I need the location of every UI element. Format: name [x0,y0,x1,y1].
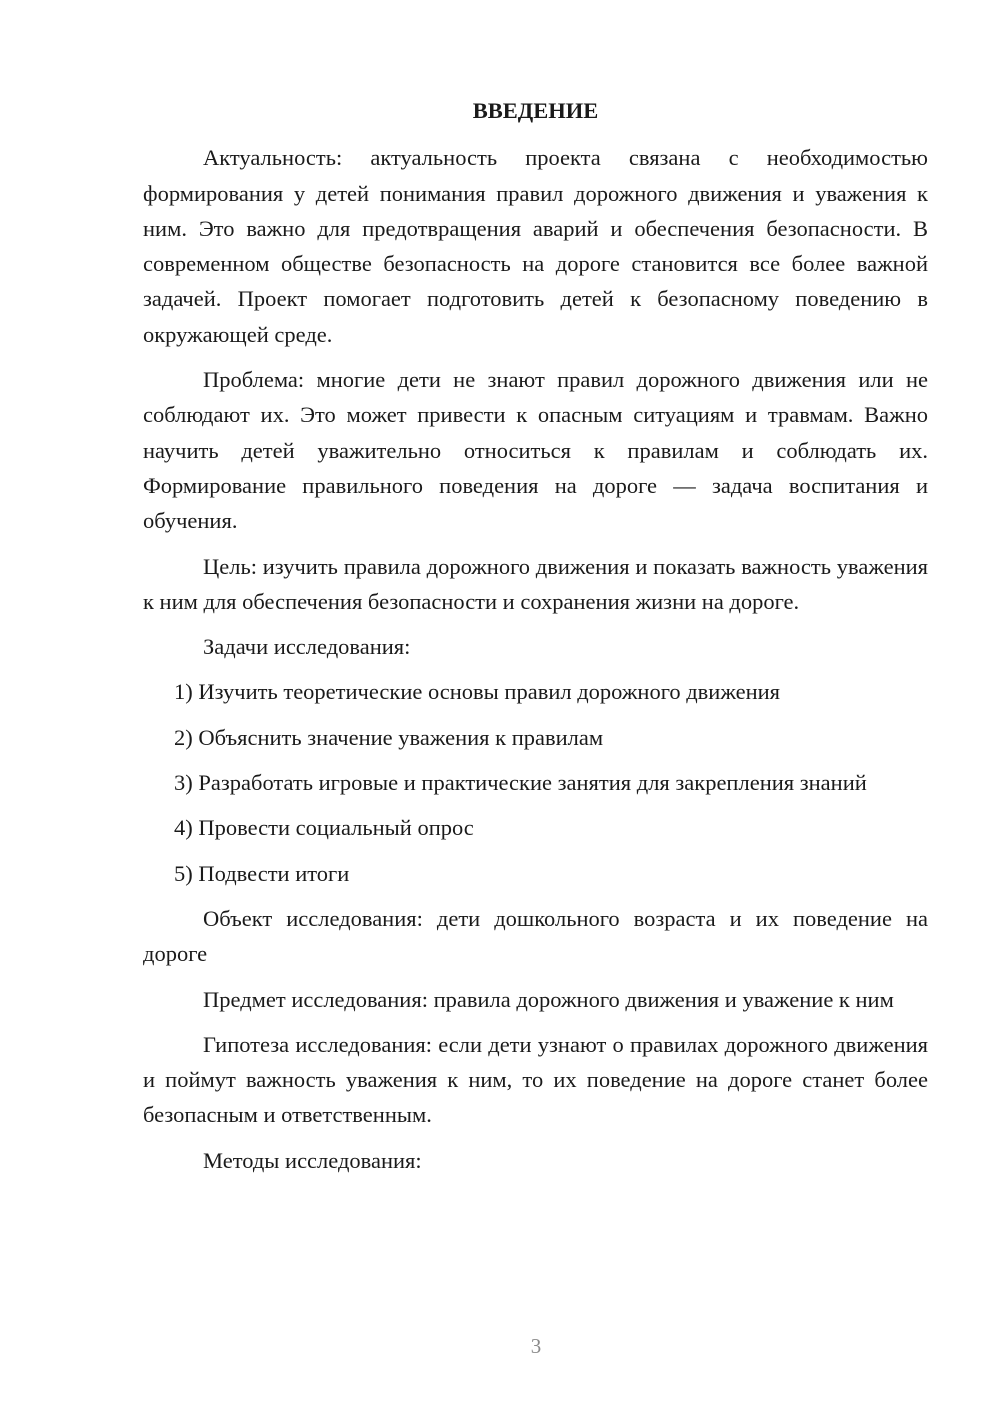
task-item-1: 1) Изучить теоретические основы правил дорожного движения [174,679,781,705]
goal-paragraph: Цель: изучить правила дорожного движения и показать важность уважения к ним для обеспечения безопасности и сохранения жизни на дороге. [143,553,928,614]
task-item-3: 3) Разработать игровые и практические занятия для закрепления знаний [174,770,867,796]
problem-paragraph: Проблема: многие дети не знают правил дорожного движения или не соблюдают их. Это может привести к опасным ситуациям и травмам. Важно научить детей уважительно относиться к правилам и соблюдать их. Формирование правильного поведения на дороге — задача воспитания и обучения. [143,367,928,534]
task-item-4: 4) Провести социальный опрос [174,815,474,841]
task-item-2: 2) Объяснить значение уважения к правилам [174,724,604,750]
task-item-5: 5) Подвести итоги [174,860,350,886]
methods-heading: Методы исследования: [203,1147,422,1173]
tasks-heading: Задачи исследования: [203,634,411,660]
page-title: ВВЕДЕНИЕ [472,98,599,123]
page-number: 3 [530,1334,542,1358]
object-paragraph: Объект исследования: дети дошкольного возраста и их поведение на дороге [143,905,928,967]
hypothesis-paragraph: Гипотеза исследования: если дети узнают о правилах дорожного движения и поймут важность уважения к ним, то их поведение на дороге станет более безопасным и ответственным. [143,1031,928,1128]
relevance-paragraph: Актуальность: актуальность проекта связана с необходимостью формирования у детей понимания правил дорожного движения и уважения к ним. Это важно для предотвращения аварий и обеспечения безопасности. В современном обществе безопасность на дороге становится все более важной задачей. Проект помогает подготовить детей к безопасному поведению в окружающей среде. [143,145,928,347]
page-content [143,93,928,1188]
subject-paragraph: Предмет исследования: правила дорожного движения и уважение к ним [203,986,894,1012]
